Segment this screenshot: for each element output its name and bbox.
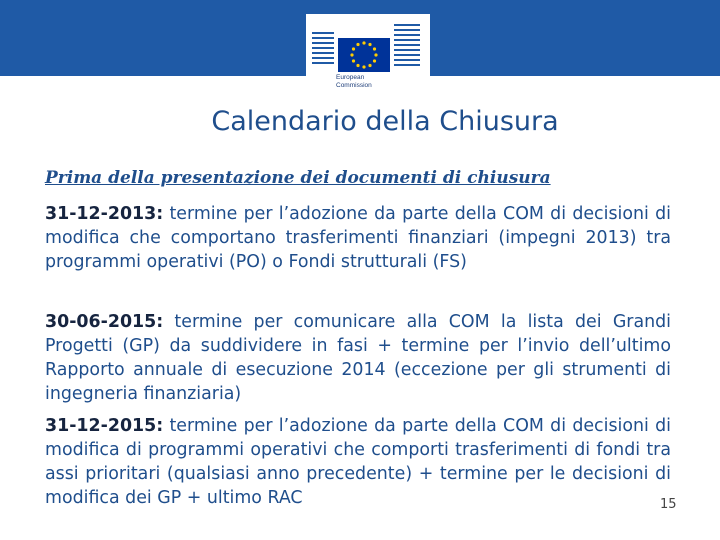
logo-line-2: Commission [336, 82, 372, 89]
logo-text [336, 74, 372, 90]
deadline-text: termine per comunicare alla COM la lista dei Grandi Progetti (GP) da suddividere in fasi + termine per l’invio dell’ultimo Rapporto annuale di esecuzione 2014 (eccezione per gli strumenti di ingegneria finanziaria) [45, 312, 671, 404]
slide-subtitle: Prima della presentazione dei documenti di chiusura [45, 168, 551, 188]
deadline-date: 31-12-2015: [45, 416, 164, 436]
deadline-date: 30-06-2015: [45, 312, 164, 332]
page-number: 15 [660, 497, 677, 512]
logo-line-1: European [336, 74, 365, 81]
commission-logo [306, 14, 430, 100]
deadline-item [45, 310, 671, 406]
slide-title: Calendario della Chiusura [211, 106, 559, 137]
deadline-item [45, 414, 671, 510]
deadline-text: termine per l’adozione da parte della COM di decisioni di modifica che comportano trasferimenti finanziari (impegni 2013) tra programmi operativi (PO) o Fondi strutturali (FS) [45, 204, 671, 272]
deadline-item [45, 202, 671, 274]
deadline-text: termine per l’adozione da parte della COM di decisioni di modifica di programmi operativi che comporti trasferimenti di fondi tra assi prioritari (qualsiasi anno precedente) + termine per le decisioni di modifica dei GP + ultimo RAC [45, 416, 671, 508]
deadline-date: 31-12-2013: [45, 204, 164, 224]
